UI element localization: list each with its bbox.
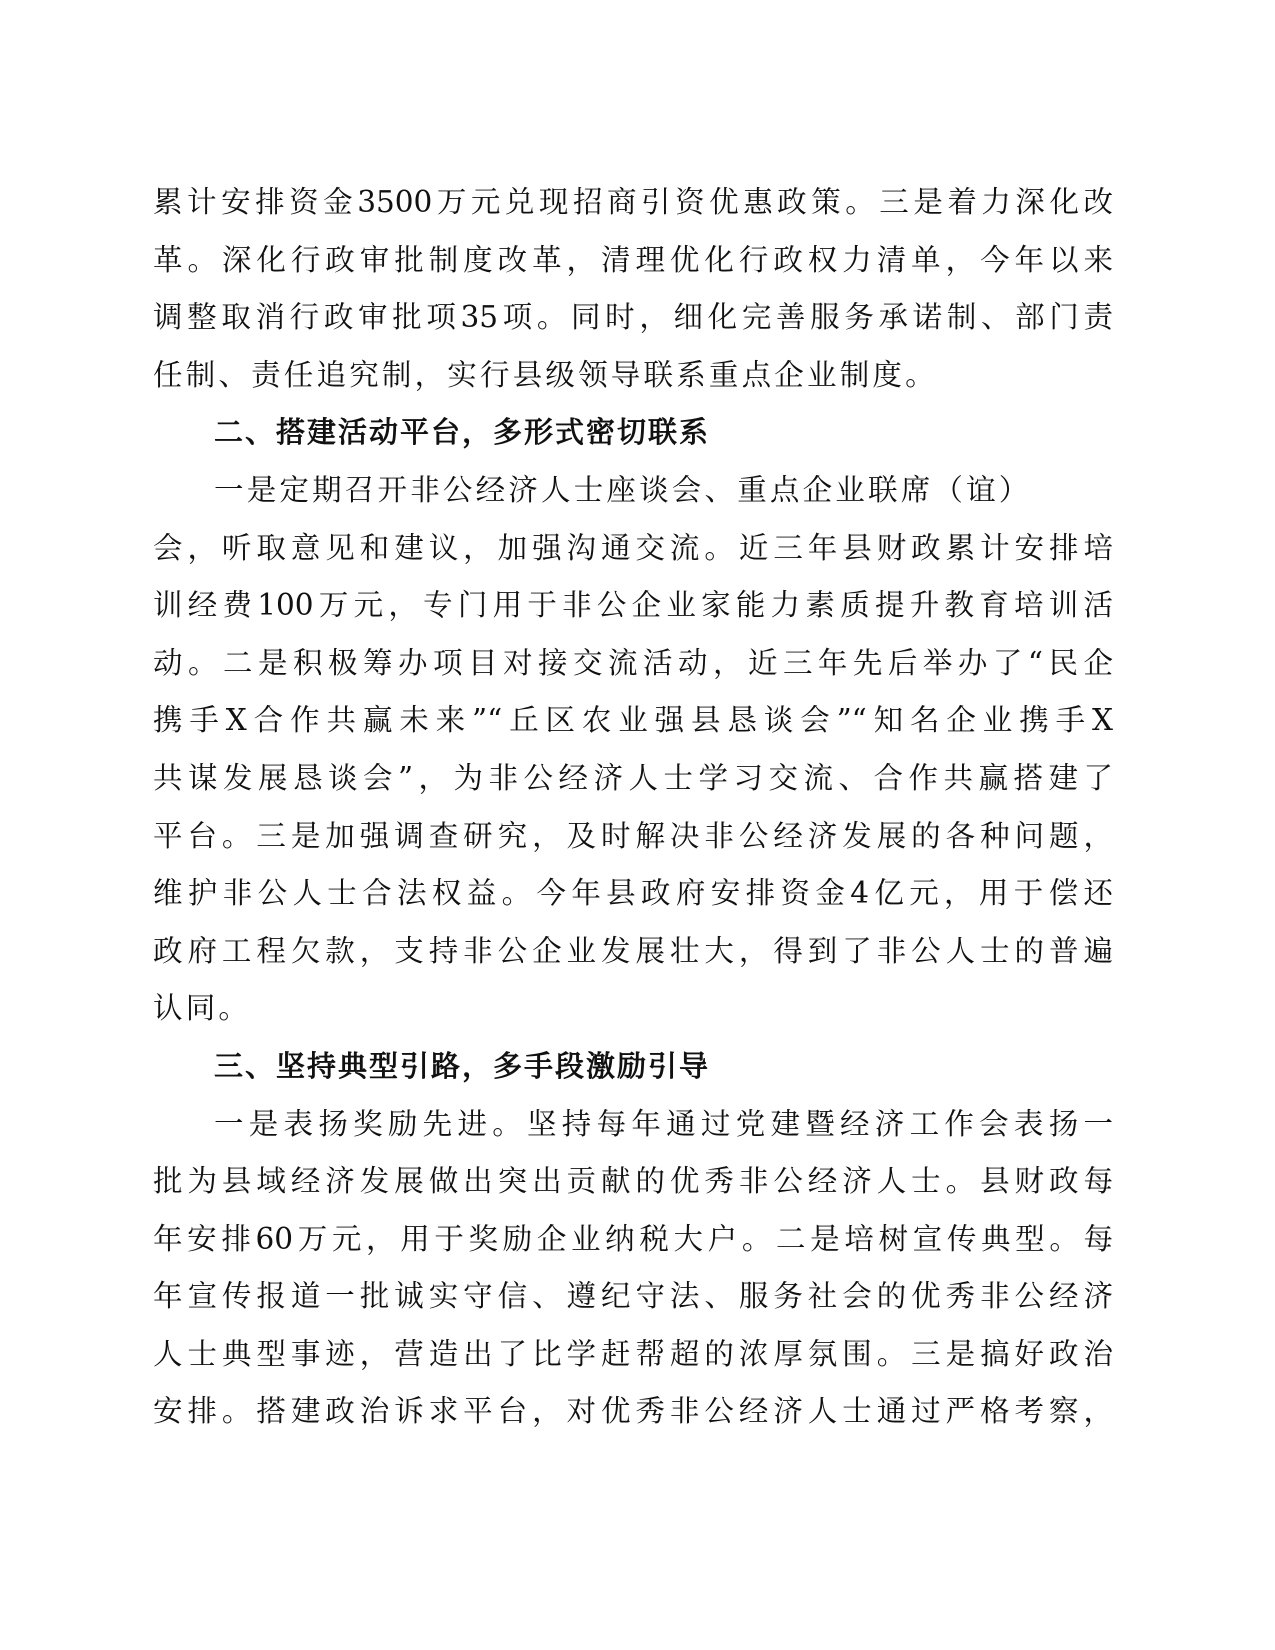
text-line: 共谋发展恳谈会”，为非公经济人士学习交流、合作共赢搭建了	[153, 760, 1113, 795]
text-line: 认同。	[153, 991, 252, 1026]
text-line: 携手X合作共赢未来”“丘区农业强县恳谈会”“知名企业携手X	[153, 703, 1113, 738]
text-line: 任制、责任追究制，实行县级领导联系重点企业制度。	[153, 357, 938, 392]
section-heading: 三、坚持典型引路，多手段激励引导	[214, 1048, 711, 1083]
text-line: 会，听取意见和建议，加强沟通交流。近三年县财政累计安排培	[153, 530, 1113, 565]
text-line: 调整取消行政审批项35项。同时，细化完善服务承诺制、部门责	[153, 300, 1113, 335]
text-line: 动。二是积极筹办项目对接交流活动，近三年先后举办了“民企	[153, 645, 1113, 680]
document-body	[153, 174, 1113, 1441]
text-line: 人士典型事迹，营造出了比学赶帮超的浓厚氛围。三是搞好政治	[153, 1336, 1113, 1371]
text-line: 累计安排资金3500万元兑现招商引资优惠政策。三是着力深化改	[153, 185, 1113, 219]
text-line: 一是表扬奖励先进。坚持每年通过党建暨经济工作会表扬一	[214, 1106, 1113, 1141]
text-line: 维护非公人士合法权益。今年县政府安排资金4亿元，用于偿还	[153, 876, 1113, 911]
text-line: 革。深化行政审批制度改革，清理优化行政权力清单，今年以来	[153, 242, 1113, 277]
text-line: 安排。搭建政治诉求平台，对优秀非公经济人士通过严格考察，	[153, 1394, 1113, 1429]
text-line: 训经费100万元，专门用于非公企业家能力素质提升教育培训活	[153, 588, 1113, 623]
text-line: 一是定期召开非公经济人士座谈会、重点企业联席（谊）	[214, 472, 1032, 507]
text-line: 年宣传报道一批诚实守信、遵纪守法、服务社会的优秀非公经济	[153, 1279, 1113, 1314]
text-line: 批为县域经济发展做出突出贡献的优秀非公经济人士。县财政每	[153, 1164, 1113, 1199]
text-line: 平台。三是加强调查研究，及时解决非公经济发展的各种问题，	[153, 818, 1113, 853]
text-line: 政府工程欠款，支持非公企业发展壮大，得到了非公人士的普遍	[153, 933, 1113, 968]
text-line: 年安排60万元，用于奖励企业纳税大户。二是培树宣传典型。每	[153, 1221, 1113, 1256]
section-heading: 二、搭建活动平台，多形式密切联系	[214, 415, 711, 450]
